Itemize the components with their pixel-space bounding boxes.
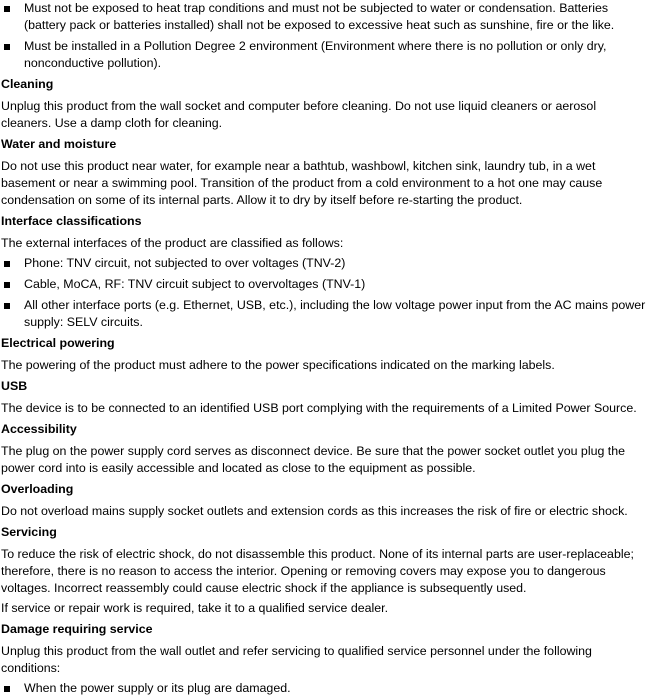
bullet-square-icon (4, 282, 10, 288)
interface-intro: The external interfaces of the product are classified as follows: (1, 236, 344, 250)
accessibility-heading: Accessibility (1, 422, 77, 436)
servicing-text-1: To reduce the risk of electric shock, do not disassemble this product. None of its internal parts are user-replaceable; therefore, there is no reason to access the interior. Opening or removing covers may expose you to dangerous voltages. Incorrect reassembly could cause electric shock if the appliance is subsequently used. (1, 547, 634, 595)
usb-text: The device is to be connected to an identified USB port complying with the requirements of a Limited Power Source. (1, 401, 637, 415)
servicing-text-2: If service or repair work is required, take it to a qualified service dealer. (1, 601, 389, 615)
overloading-heading: Overloading (1, 482, 74, 496)
interface-heading: Interface classifications (1, 214, 142, 228)
cleaning-text: Unplug this product from the wall socket and computer before cleaning. Do not use liquid cleaners or aerosol cleaners. Use a damp cloth for cleaning. (1, 99, 597, 130)
bullet-square-icon (4, 686, 10, 692)
bullet-square-icon (4, 261, 10, 267)
bullet-square-icon (4, 6, 10, 12)
interface-bullet-list (1, 255, 647, 331)
list-item: All other interface ports (e.g. Ethernet, USB, etc.), including the low voltage power input from the AC mains power supply: SELV circuits. (1, 297, 647, 331)
list-item: Cable, MoCA, RF: TNV circuit subject to overvoltages (TNV-1) (1, 276, 647, 293)
bullet-square-icon (4, 44, 10, 50)
damage-text: Unplug this product from the wall outlet and refer servicing to qualified service personnel under the following conditions: (1, 644, 592, 675)
top-bullet-list (1, 0, 647, 72)
water-heading: Water and moisture (1, 137, 117, 151)
servicing-heading: Servicing (1, 525, 57, 539)
electrical-heading: Electrical powering (1, 336, 115, 350)
list-item: Phone: TNV circuit, not subjected to over voltages (TNV-2) (1, 255, 647, 272)
list-item: When the power supply or its plug are damaged. (1, 680, 647, 697)
usb-heading: USB (1, 379, 28, 393)
overloading-text: Do not overload mains supply socket outlets and extension cords as this increases the risk of fire or electric shock. (1, 504, 628, 518)
accessibility-text: The plug on the power supply cord serves as disconnect device. Be sure that the power socket outlet you plug the power cord into is easily accessible and located as close to the equipment as possible. (1, 444, 626, 475)
damage-heading: Damage requiring service (1, 622, 153, 636)
water-text: Do not use this product near water, for example near a bathtub, washbowl, kitchen sink, laundry tub, in a wet basement or near a swimming pool. Transition of the product from a cold environment to a hot one may cause condensation on some of its internal parts. Allow it to dry by itself before re-starting the product. (1, 159, 603, 207)
list-item: Must be installed in a Pollution Degree 2 environment (Environment where there is no pollution or only dry, nonconductive pollution). (1, 38, 647, 72)
cleaning-heading: Cleaning (1, 77, 54, 91)
list-item: Must not be exposed to heat trap conditions and must not be subjected to water or condensation. Batteries (battery pack or batteries installed) shall not be exposed to excessive heat such as sunshine, fire or the like. (1, 0, 647, 34)
electrical-text: The powering of the product must adhere to the power specifications indicated on the marking labels. (1, 358, 555, 372)
damage-bullet-list (1, 680, 647, 697)
bullet-square-icon (4, 303, 10, 309)
